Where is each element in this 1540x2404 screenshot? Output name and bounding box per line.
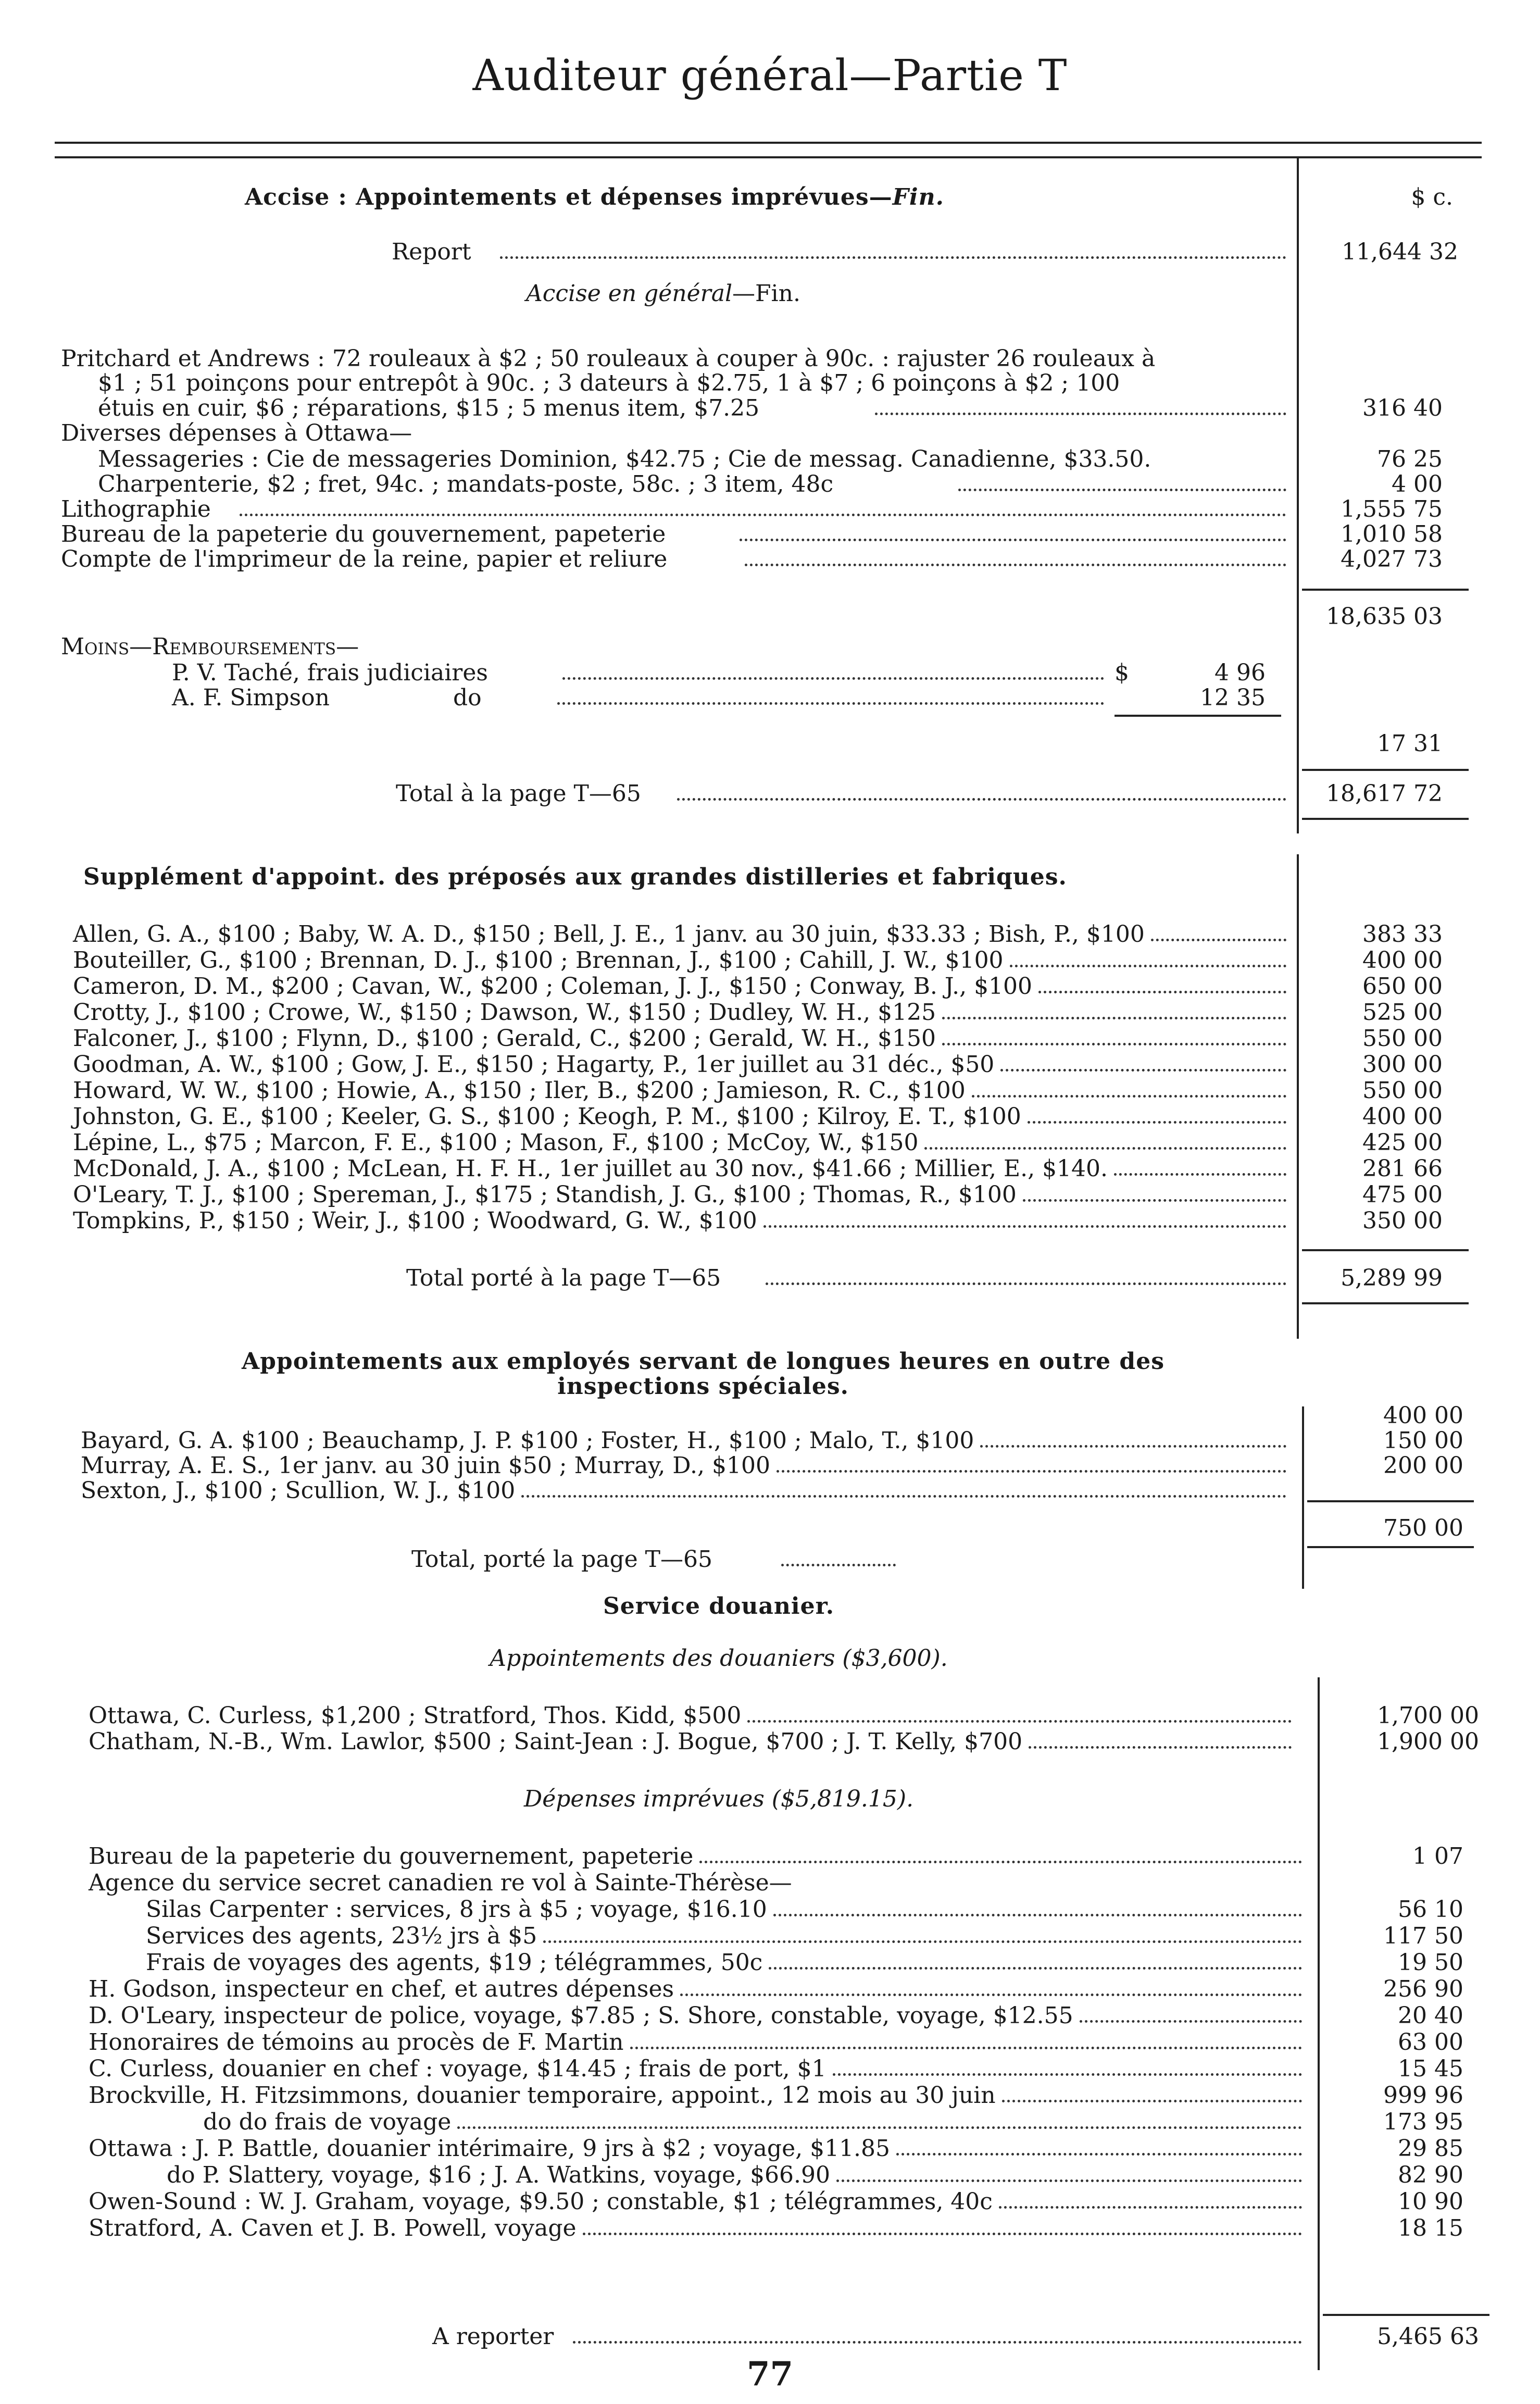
leader-dots [630,2047,1302,2049]
accise-total-amount: 18,617 72 [1326,780,1443,807]
compte-text: Compte de l'imprimeur de la reine, papier et reliure [61,546,668,572]
supplement-row-amount: 400 00 [1362,1103,1443,1130]
depense-row-text: do P. Slattery, voyage, $16 ; J. A. Watkins, voyage, $66.90 [167,2162,831,2188]
depense-row-text: Services des agents, 23½ jrs à $5 [146,1923,537,1949]
supplement-row-amount: 400 00 [1362,947,1443,974]
leader-dots [562,677,1104,680]
supplement-row-text: Lépine, L., $75 ; Marcon, F. E., $100 ; Mason, F., $100 ; McCoy, W., $150 [73,1129,919,1156]
report-amount: 11,644 32 [1342,239,1458,265]
depense-row-text: Ottawa : J. P. Battle, douanier intérimaire, 9 jrs à $2 ; voyage, $11.85 [89,2135,891,2162]
supplement-row-text: Allen, G. A., $100 ; Baby, W. A. D., $150 ; Bell, J. E., 1 janv. au 30 juin, $33.33 ; Bish, P., $100 [73,921,1145,948]
leader-dots [573,2341,1302,2344]
depense-row-text: Brockville, H. Fitzsimmons, douanier temporaire, appoint., 12 mois au 30 juin [89,2082,996,2109]
supplement-row-text: Bouteiller, G., $100 ; Brennan, D. J., $100 ; Brennan, J., $100 ; Cahill, J. W., $100 [73,947,1004,974]
depense-row-text: Frais de voyages des agents, $19 ; télégrammes, 50c [146,1949,763,1976]
depense-row-amount: 18 15 [1398,2215,1463,2241]
depense-row-amount: 20 40 [1398,2002,1463,2029]
longues-heading-1: Appointements aux employés servant de longues heures en outre des [242,1348,1165,1375]
reporter-rule [1323,2314,1489,2316]
pritchard-amount: 316 40 [1362,395,1443,421]
depense-row-text: Honoraires de témoins au procès de F. Martin [89,2029,624,2056]
page-title: Auditeur général—Partie T [472,51,1068,101]
pritchard-line-1: Pritchard et Andrews : 72 rouleaux à $2 ; 50 rouleaux à couper à 90c. : rajuster 26 rouleaux à [61,345,1156,372]
compte-amount: 4,027 73 [1341,546,1443,572]
leader-dots [677,798,1286,801]
leader-dots [1002,2100,1302,2102]
page-number: 77 [746,2355,794,2394]
leader-dots [836,2179,1302,2182]
leader-dots [557,702,1104,705]
tache-text: P. V. Taché, frais judiciaires [172,659,488,686]
leader-dots [763,1225,1286,1228]
leader-dots [942,1017,1286,1019]
supplement-row-amount: 650 00 [1362,973,1443,1000]
supplement-row-text: Tompkins, P., $150 ; Weir, J., $100 ; Woodward, G. W., $100 [73,1207,757,1234]
leader-dots [240,514,1286,516]
reporter-amount: 5,465 63 [1377,2323,1479,2350]
column-divider [1302,1406,1304,1589]
depense-row-amount: 256 90 [1383,1976,1463,2002]
supplement-row-text: Howard, W. W., $100 ; Howie, A., $150 ; Iler, B., $200 ; Jamieson, R. C., $100 [73,1077,966,1104]
supplement-row-text: Falconer, J., $100 ; Flynn, D., $100 ; Gerald, C., $200 ; Gerald, W. H., $150 [73,1025,936,1052]
leader-dots [896,2153,1302,2156]
leader-dots [1023,1199,1286,1202]
bureau-amount: 1,010 58 [1341,521,1443,547]
depense-row-text: Owen-Sound : W. J. Graham, voyage, $9.50 ; constable, $1 ; télégrammes, 40c [89,2188,993,2215]
supplement-row-amount: 281 66 [1362,1155,1443,1182]
depense-row-amount: 999 96 [1383,2082,1463,2109]
depense-row-text: Silas Carpenter : services, 8 jrs à $5 ; voyage, $16.10 [146,1896,767,1923]
appointements-douaniers-heading: Appointements des douaniers ($3,600). [490,1645,948,1672]
leader-dots [999,2206,1302,2209]
supplement-row-text: Crotty, J., $100 ; Crowe, W., $150 ; Dawson, W., $150 ; Dudley, W. H., $125 [73,999,936,1026]
supplement-row-amount: 425 00 [1362,1129,1443,1156]
depense-row-text: Stratford, A. Caven et J. B. Powell, voyage [89,2215,577,2241]
simpson-do: do [453,684,482,711]
depense-row-amount: 117 50 [1383,1923,1463,1949]
leader-dots [1151,939,1286,941]
supplement-row-amount: 550 00 [1362,1077,1443,1104]
supplement-row-text: Johnston, G. E., $100 ; Keeler, G. S., $100 ; Keogh, P. M., $100 ; Kilroy, E. T., $100 [73,1103,1021,1130]
depense-row-text: C. Curless, douanier en chef : voyage, $14.45 ; frais de port, $1 [89,2056,827,2082]
depense-row-amount: 10 90 [1398,2188,1463,2215]
supplement-row-amount: 475 00 [1362,1181,1443,1208]
leader-dots [583,2233,1302,2235]
leader-dots [500,256,1286,259]
leader-dots [1029,1746,1292,1749]
leader-dots [980,1445,1286,1448]
top-rule [55,142,1482,144]
leader-dots [777,1470,1286,1473]
leader-dots [773,1914,1302,1916]
supplement-row-text: Cameron, D. M., $200 ; Cavan, W., $200 ; Coleman, J. J., $150 ; Conway, B. J., $100 [73,973,1033,1000]
supplement-row-amount: 350 00 [1362,1207,1443,1234]
depense-row-text: Bureau de la papeterie du gouvernement, papeterie [89,1843,694,1870]
appointement-row-text: Ottawa, C. Curless, $1,200 ; Stratford, Thos. Kidd, $500 [89,1702,742,1729]
depense-row-amount: 56 10 [1398,1896,1463,1923]
column-divider [1297,156,1299,833]
charpenterie-text: Charpenterie, $2 ; fret, 94c. ; mandats-poste, 58c. ; 3 item, 48c [98,471,834,497]
leader-dots [942,1043,1286,1045]
column-divider [1318,1677,1320,2370]
leader-dots [1000,1069,1286,1072]
douanier-heading: Service douanier. [603,1593,835,1620]
simpson-amount: 12 35 [1200,684,1266,711]
moins-rule [1115,715,1281,717]
column-divider [1297,854,1299,1339]
simpson-text: A. F. Simpson [172,684,330,711]
longues-total-rule-bottom [1307,1546,1474,1548]
messageries-amount: 76 25 [1377,446,1443,472]
leader-dots [740,539,1286,541]
pritchard-line-3: étuis en cuir, $6 ; réparations, $15 ; 5 menus item, $7.25 [98,395,760,421]
supplement-row-text: McDonald, J. A., $100 ; McLean, H. F. H., 1er juillet au 30 nov., $41.66 ; Millier, E., $140. [73,1155,1108,1182]
depense-row-amount: 63 00 [1398,2029,1463,2056]
lithographie-text: Lithographie [61,496,211,522]
leader-dots [1010,965,1286,967]
bureau-text: Bureau de la papeterie du gouvernement, papeterie [61,521,666,547]
supplement-row-text: Goodman, A. W., $100 ; Gow, J. E., $150 ; Hagarty, P., 1er juillet au 31 déc., $50 [73,1051,995,1078]
supplement-total-rule [1302,1249,1469,1251]
leader-dots [833,2073,1302,2076]
subtotal-rule [1302,589,1469,591]
leader-dots [543,1940,1302,1943]
leader-dots [1028,1121,1286,1124]
depense-row-amount: 82 90 [1398,2162,1463,2188]
supplement-total-label: Total porté à la page T—65 [406,1265,721,1291]
longues-row-amount: 200 00 [1383,1452,1463,1479]
lithographie-amount: 1,555 75 [1341,496,1443,522]
supplement-row-text: O'Leary, T. J., $100 ; Spereman, J., $175 ; Standish, J. G., $100 ; Thomas, R., $100 [73,1181,1017,1208]
longues-row-text: Sexton, J., $100 ; Scullion, W. J., $100 [81,1477,516,1504]
leader-dots [875,413,1286,415]
depenses-imprevues-heading: Dépenses imprévues ($5,819.15). [523,1786,914,1812]
leader-dots [781,1564,896,1566]
moins-label: Moins—Remboursements— [61,633,359,660]
supplement-total-rule-bottom [1302,1302,1469,1304]
pritchard-line-2: $1 ; 51 poinçons pour entrepôt à 90c. ; 3 dateurs à $2.75, 1 à $7 ; 6 poinçons à $2 ; 100 [98,370,1120,396]
leader-dots [958,489,1286,491]
leader-dots [747,1720,1292,1723]
appointement-row-amount: 1,900 00 [1377,1728,1479,1755]
supplement-row-amount: 383 33 [1362,921,1443,948]
depense-row-amount: 29 85 [1398,2135,1463,2162]
subtotal-amount: 18,635 03 [1326,603,1443,630]
supplement-row-amount: 525 00 [1362,999,1443,1026]
leader-dots [680,1994,1302,1996]
appointement-row-amount: 1,700 00 [1377,1702,1479,1729]
moins-total: 17 31 [1377,730,1443,757]
depense-row-text: H. Godson, inspecteur en chef, et autres dépenses [89,1976,674,2002]
leader-dots [1080,2020,1302,2023]
leader-dots [972,1095,1286,1098]
longues-total-label: Total, porté la page T—65 [411,1546,712,1573]
longues-row-text: Murray, A. E. S., 1er janv. au 30 juin $50 ; Murray, D., $100 [81,1452,770,1479]
depense-row-text: D. O'Leary, inspecteur de police, voyage, $7.85 ; S. Shore, constable, voyage, $12.55 [89,2002,1073,2029]
depense-row-text: Agence du service secret canadien re vol à Sainte-Thérèse— [89,1870,792,1896]
leader-dots [924,1147,1286,1150]
leader-dots [769,1967,1302,1970]
longues-top-amount: 400 00 [1383,1402,1463,1429]
column-header-dollars: $ c. [1411,184,1453,210]
supplement-row-amount: 550 00 [1362,1025,1443,1052]
charpenterie-amount: 4 00 [1392,471,1443,497]
leader-dots [745,564,1286,566]
leader-dots [521,1495,1286,1498]
longues-total-amount: 750 00 [1383,1515,1463,1541]
top-rule-2 [55,156,1482,158]
leader-dots [457,2126,1302,2129]
tache-dollar: $ [1115,659,1129,686]
report-label: Report [392,239,471,265]
supplement-total-amount: 5,289 99 [1341,1265,1443,1291]
leader-dots [766,1282,1286,1285]
depense-row-amount: 15 45 [1398,2056,1463,2082]
accise-total-label: Total à la page T—65 [396,780,641,807]
longues-total-rule [1307,1500,1474,1502]
depense-row-amount: 1 07 [1412,1843,1463,1870]
longues-row-amount: 150 00 [1383,1427,1463,1454]
total-rule [1302,769,1469,771]
messageries-text: Messageries : Cie de messageries Dominion, $42.75 ; Cie de messag. Canadienne, $33.50. [98,446,1151,472]
reporter-label: A reporter [432,2323,554,2350]
accise-general-heading: Accise en général—Fin. [526,280,800,307]
supplement-heading: Supplément d'appoint. des préposés aux grandes distilleries et fabriques. [83,864,1067,890]
total-rule-bottom [1302,818,1469,820]
leader-dots [699,1861,1302,1863]
depense-row-amount: 19 50 [1398,1949,1463,1976]
appointement-row-text: Chatham, N.-B., Wm. Lawlor, $500 ; Saint-Jean : J. Bogue, $700 ; J. T. Kelly, $700 [89,1728,1023,1755]
diverses-label: Diverses dépenses à Ottawa— [61,420,412,446]
depense-row-text: do do frais de voyage [203,2109,452,2135]
leader-dots [1114,1173,1286,1176]
depense-row-amount: 173 95 [1383,2109,1463,2135]
longues-heading-2: inspections spéciales. [557,1373,849,1400]
accise-heading: Accise : Appointements et dépenses imprévues—Fin. [245,184,944,210]
supplement-row-amount: 300 00 [1362,1051,1443,1078]
longues-row-text: Bayard, G. A. $100 ; Beauchamp, J. P. $100 ; Foster, H., $100 ; Malo, T., $100 [81,1427,974,1454]
tache-amount: 4 96 [1215,659,1266,686]
leader-dots [1038,991,1286,993]
